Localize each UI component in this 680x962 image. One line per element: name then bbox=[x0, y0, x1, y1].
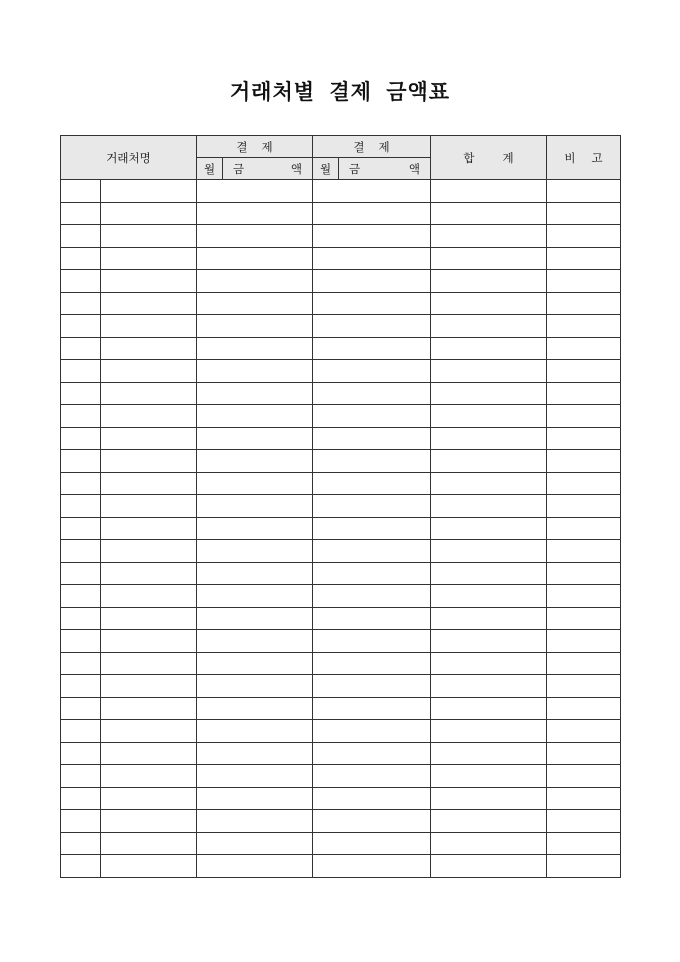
client-name-cell[interactable] bbox=[101, 540, 197, 563]
remarks-cell[interactable] bbox=[547, 832, 621, 855]
header-payment-1-month: 월 bbox=[197, 158, 223, 180]
payment-2-cell[interactable] bbox=[313, 495, 431, 518]
header-payment-1-amount bbox=[223, 158, 313, 180]
table-row bbox=[61, 247, 621, 270]
table-row bbox=[61, 630, 621, 653]
remarks-cell[interactable] bbox=[547, 337, 621, 360]
payment-1-cell[interactable] bbox=[197, 697, 313, 720]
client-name-cell[interactable] bbox=[101, 720, 197, 743]
table-row bbox=[61, 292, 621, 315]
payment-1-cell[interactable] bbox=[197, 315, 313, 338]
table-row bbox=[61, 495, 621, 518]
client-name-cell[interactable] bbox=[101, 810, 197, 833]
client-name-cell[interactable] bbox=[101, 382, 197, 405]
table-row bbox=[61, 472, 621, 495]
remarks-cell[interactable] bbox=[547, 427, 621, 450]
remarks-cell[interactable] bbox=[547, 225, 621, 248]
payment-2-cell[interactable] bbox=[313, 697, 431, 720]
table-row bbox=[61, 180, 621, 203]
total-cell[interactable] bbox=[431, 247, 547, 270]
client-name-cell[interactable] bbox=[101, 202, 197, 225]
client-name-cell[interactable] bbox=[101, 855, 197, 878]
total-cell[interactable] bbox=[431, 180, 547, 203]
total-cell[interactable] bbox=[431, 405, 547, 428]
row-index-cell[interactable] bbox=[61, 562, 101, 585]
header-remarks bbox=[547, 136, 621, 180]
table-row bbox=[61, 585, 621, 608]
client-name-cell[interactable] bbox=[101, 517, 197, 540]
total-cell[interactable] bbox=[431, 720, 547, 743]
row-index-cell[interactable] bbox=[61, 765, 101, 788]
client-name-cell[interactable] bbox=[101, 315, 197, 338]
total-cell[interactable] bbox=[431, 675, 547, 698]
total-cell[interactable] bbox=[431, 270, 547, 293]
payment-1-cell[interactable] bbox=[197, 630, 313, 653]
row-index-cell[interactable] bbox=[61, 225, 101, 248]
header-payment-1-amount-char-b: 액 bbox=[290, 161, 302, 176]
payment-2-cell[interactable] bbox=[313, 225, 431, 248]
remarks-cell[interactable] bbox=[547, 697, 621, 720]
total-cell[interactable] bbox=[431, 697, 547, 720]
payment-1-cell[interactable] bbox=[197, 720, 313, 743]
client-name-cell[interactable] bbox=[101, 292, 197, 315]
remarks-cell[interactable] bbox=[547, 292, 621, 315]
row-index-cell[interactable] bbox=[61, 292, 101, 315]
payment-1-cell[interactable] bbox=[197, 225, 313, 248]
client-name-cell[interactable] bbox=[101, 180, 197, 203]
payment-2-cell[interactable] bbox=[313, 517, 431, 540]
row-index-cell[interactable] bbox=[61, 787, 101, 810]
table-row bbox=[61, 360, 621, 383]
payment-1-cell[interactable] bbox=[197, 180, 313, 203]
header-payment-2-amount-char-b: 액 bbox=[408, 161, 420, 176]
payment-1-cell[interactable] bbox=[197, 832, 313, 855]
remarks-cell[interactable] bbox=[547, 405, 621, 428]
payment-2-cell[interactable] bbox=[313, 652, 431, 675]
header-client-name-label: 거래처명 bbox=[106, 150, 151, 165]
total-cell[interactable] bbox=[431, 832, 547, 855]
payment-1-cell[interactable] bbox=[197, 742, 313, 765]
payment-2-cell[interactable] bbox=[313, 360, 431, 383]
header-payment-2-amount-char-a: 금 bbox=[349, 161, 361, 176]
remarks-cell[interactable] bbox=[547, 810, 621, 833]
header-remarks-char-b: 고 bbox=[591, 150, 603, 165]
payment-ledger-table bbox=[60, 135, 621, 878]
payment-2-cell[interactable] bbox=[313, 337, 431, 360]
client-name-cell[interactable] bbox=[101, 427, 197, 450]
total-cell[interactable] bbox=[431, 225, 547, 248]
table-row bbox=[61, 742, 621, 765]
row-index-cell[interactable] bbox=[61, 405, 101, 428]
client-name-cell[interactable] bbox=[101, 337, 197, 360]
client-name-cell[interactable] bbox=[101, 472, 197, 495]
row-index-cell[interactable] bbox=[61, 652, 101, 675]
total-cell[interactable] bbox=[431, 855, 547, 878]
remarks-cell[interactable] bbox=[547, 315, 621, 338]
remarks-cell[interactable] bbox=[547, 765, 621, 788]
payment-1-cell[interactable] bbox=[197, 540, 313, 563]
header-client-name bbox=[61, 136, 197, 180]
total-cell[interactable] bbox=[431, 742, 547, 765]
payment-2-cell[interactable] bbox=[313, 315, 431, 338]
payment-2-cell[interactable] bbox=[313, 630, 431, 653]
header-remarks-char-a: 비 bbox=[564, 150, 576, 165]
remarks-cell[interactable] bbox=[547, 720, 621, 743]
row-index-cell[interactable] bbox=[61, 742, 101, 765]
payment-1-cell[interactable] bbox=[197, 675, 313, 698]
total-cell[interactable] bbox=[431, 202, 547, 225]
payment-1-cell[interactable] bbox=[197, 585, 313, 608]
payment-2-cell[interactable] bbox=[313, 562, 431, 585]
header-payment-1-char-a: 결 bbox=[236, 139, 248, 154]
client-name-cell[interactable] bbox=[101, 225, 197, 248]
client-name-cell[interactable] bbox=[101, 450, 197, 473]
client-name-cell[interactable] bbox=[101, 697, 197, 720]
row-index-cell[interactable] bbox=[61, 855, 101, 878]
table-row bbox=[61, 652, 621, 675]
header-payment-2-char-b: 제 bbox=[378, 139, 390, 154]
header-payment-1 bbox=[197, 136, 313, 158]
total-cell[interactable] bbox=[431, 292, 547, 315]
total-cell[interactable] bbox=[431, 652, 547, 675]
payment-1-cell[interactable] bbox=[197, 855, 313, 878]
total-cell[interactable] bbox=[431, 630, 547, 653]
row-index-cell[interactable] bbox=[61, 472, 101, 495]
total-cell[interactable] bbox=[431, 382, 547, 405]
payment-2-cell[interactable] bbox=[313, 810, 431, 833]
payment-1-cell[interactable] bbox=[197, 652, 313, 675]
header-payment-1-amount-char-a: 금 bbox=[233, 161, 245, 176]
payment-2-cell[interactable] bbox=[313, 450, 431, 473]
page-title: 거래처별 결제 금액표 bbox=[229, 79, 451, 104]
table-row bbox=[61, 562, 621, 585]
table-row bbox=[61, 787, 621, 810]
remarks-cell[interactable] bbox=[547, 495, 621, 518]
client-name-cell[interactable] bbox=[101, 675, 197, 698]
payment-1-cell[interactable] bbox=[197, 270, 313, 293]
payment-1-cell[interactable] bbox=[197, 517, 313, 540]
total-cell[interactable] bbox=[431, 765, 547, 788]
client-name-cell[interactable] bbox=[101, 652, 197, 675]
remarks-cell[interactable] bbox=[547, 382, 621, 405]
remarks-cell[interactable] bbox=[547, 675, 621, 698]
payment-1-cell[interactable] bbox=[197, 247, 313, 270]
row-index-cell[interactable] bbox=[61, 675, 101, 698]
total-cell[interactable] bbox=[431, 607, 547, 630]
payment-1-cell[interactable] bbox=[197, 450, 313, 473]
client-name-cell[interactable] bbox=[101, 765, 197, 788]
payment-2-cell[interactable] bbox=[313, 540, 431, 563]
client-name-cell[interactable] bbox=[101, 360, 197, 383]
header-total-char-a: 합 bbox=[463, 150, 475, 165]
table-row bbox=[61, 382, 621, 405]
table-row bbox=[61, 765, 621, 788]
payment-2-cell[interactable] bbox=[313, 765, 431, 788]
payment-1-cell[interactable] bbox=[197, 405, 313, 428]
payment-2-cell[interactable] bbox=[313, 405, 431, 428]
client-name-cell[interactable] bbox=[101, 832, 197, 855]
row-index-cell[interactable] bbox=[61, 247, 101, 270]
client-name-cell[interactable] bbox=[101, 405, 197, 428]
row-index-cell[interactable] bbox=[61, 450, 101, 473]
remarks-cell[interactable] bbox=[547, 517, 621, 540]
client-name-cell[interactable] bbox=[101, 742, 197, 765]
total-cell[interactable] bbox=[431, 472, 547, 495]
payment-1-cell[interactable] bbox=[197, 810, 313, 833]
total-cell[interactable] bbox=[431, 315, 547, 338]
payment-1-cell[interactable] bbox=[197, 202, 313, 225]
header-payment-2 bbox=[313, 136, 431, 158]
remarks-cell[interactable] bbox=[547, 270, 621, 293]
payment-2-cell[interactable] bbox=[313, 832, 431, 855]
payment-2-cell[interactable] bbox=[313, 472, 431, 495]
row-index-cell[interactable] bbox=[61, 810, 101, 833]
client-name-cell[interactable] bbox=[101, 270, 197, 293]
table-row bbox=[61, 697, 621, 720]
payment-2-cell[interactable] bbox=[313, 382, 431, 405]
client-name-cell[interactable] bbox=[101, 247, 197, 270]
header-total-char-b: 계 bbox=[502, 150, 514, 165]
payment-1-cell[interactable] bbox=[197, 562, 313, 585]
table-row bbox=[61, 540, 621, 563]
client-name-cell[interactable] bbox=[101, 495, 197, 518]
table-row bbox=[61, 450, 621, 473]
row-index-cell[interactable] bbox=[61, 360, 101, 383]
row-index-cell[interactable] bbox=[61, 607, 101, 630]
remarks-cell[interactable] bbox=[547, 585, 621, 608]
payment-2-cell[interactable] bbox=[313, 742, 431, 765]
total-cell[interactable] bbox=[431, 360, 547, 383]
payment-1-cell[interactable] bbox=[197, 787, 313, 810]
header-total bbox=[431, 136, 547, 180]
total-cell[interactable] bbox=[431, 517, 547, 540]
header-payment-2-char-a: 결 bbox=[353, 139, 365, 154]
table-row bbox=[61, 832, 621, 855]
row-index-cell[interactable] bbox=[61, 517, 101, 540]
header-row-top bbox=[61, 136, 621, 158]
client-name-cell[interactable] bbox=[101, 585, 197, 608]
table-row bbox=[61, 517, 621, 540]
client-name-cell[interactable] bbox=[101, 630, 197, 653]
table-row bbox=[61, 225, 621, 248]
row-index-cell[interactable] bbox=[61, 697, 101, 720]
header-payment-2-amount bbox=[339, 158, 431, 180]
table-row bbox=[61, 315, 621, 338]
payment-2-cell[interactable] bbox=[313, 292, 431, 315]
row-index-cell[interactable] bbox=[61, 180, 101, 203]
row-index-cell[interactable] bbox=[61, 270, 101, 293]
total-cell[interactable] bbox=[431, 495, 547, 518]
row-index-cell[interactable] bbox=[61, 630, 101, 653]
table-row bbox=[61, 270, 621, 293]
total-cell[interactable] bbox=[431, 585, 547, 608]
payment-2-cell[interactable] bbox=[313, 202, 431, 225]
remarks-cell[interactable] bbox=[547, 855, 621, 878]
payment-1-cell[interactable] bbox=[197, 382, 313, 405]
payment-2-cell[interactable] bbox=[313, 675, 431, 698]
payment-2-cell[interactable] bbox=[313, 720, 431, 743]
payment-2-cell[interactable] bbox=[313, 270, 431, 293]
header-payment-2-month: 월 bbox=[313, 158, 339, 180]
remarks-cell[interactable] bbox=[547, 607, 621, 630]
total-cell[interactable] bbox=[431, 427, 547, 450]
total-cell[interactable] bbox=[431, 337, 547, 360]
table-row bbox=[61, 720, 621, 743]
remarks-cell[interactable] bbox=[547, 630, 621, 653]
client-name-cell[interactable] bbox=[101, 787, 197, 810]
remarks-cell[interactable] bbox=[547, 472, 621, 495]
remarks-cell[interactable] bbox=[547, 562, 621, 585]
table-row bbox=[61, 202, 621, 225]
row-index-cell[interactable] bbox=[61, 315, 101, 338]
client-name-cell[interactable] bbox=[101, 607, 197, 630]
remarks-cell[interactable] bbox=[547, 360, 621, 383]
payment-2-cell[interactable] bbox=[313, 585, 431, 608]
row-index-cell[interactable] bbox=[61, 337, 101, 360]
payment-2-cell[interactable] bbox=[313, 787, 431, 810]
payment-2-cell[interactable] bbox=[313, 427, 431, 450]
table-row bbox=[61, 675, 621, 698]
remarks-cell[interactable] bbox=[547, 180, 621, 203]
payment-2-cell[interactable] bbox=[313, 607, 431, 630]
row-index-cell[interactable] bbox=[61, 382, 101, 405]
payment-1-cell[interactable] bbox=[197, 427, 313, 450]
payment-2-cell[interactable] bbox=[313, 247, 431, 270]
remarks-cell[interactable] bbox=[547, 652, 621, 675]
total-cell[interactable] bbox=[431, 562, 547, 585]
remarks-cell[interactable] bbox=[547, 202, 621, 225]
row-index-cell[interactable] bbox=[61, 585, 101, 608]
total-cell[interactable] bbox=[431, 540, 547, 563]
remarks-cell[interactable] bbox=[547, 450, 621, 473]
table-row bbox=[61, 607, 621, 630]
table-row bbox=[61, 405, 621, 428]
table-row bbox=[61, 810, 621, 833]
row-index-cell[interactable] bbox=[61, 202, 101, 225]
row-index-cell[interactable] bbox=[61, 540, 101, 563]
total-cell[interactable] bbox=[431, 810, 547, 833]
payment-1-cell[interactable] bbox=[197, 337, 313, 360]
total-cell[interactable] bbox=[431, 787, 547, 810]
remarks-cell[interactable] bbox=[547, 540, 621, 563]
payment-1-cell[interactable] bbox=[197, 472, 313, 495]
row-index-cell[interactable] bbox=[61, 720, 101, 743]
remarks-cell[interactable] bbox=[547, 742, 621, 765]
payment-2-cell[interactable] bbox=[313, 180, 431, 203]
payment-1-cell[interactable] bbox=[197, 607, 313, 630]
table-row bbox=[61, 337, 621, 360]
header-payment-1-char-b: 제 bbox=[261, 139, 273, 154]
payment-1-cell[interactable] bbox=[197, 292, 313, 315]
row-index-cell[interactable] bbox=[61, 495, 101, 518]
client-name-cell[interactable] bbox=[101, 562, 197, 585]
row-index-cell[interactable] bbox=[61, 832, 101, 855]
payment-1-cell[interactable] bbox=[197, 765, 313, 788]
remarks-cell[interactable] bbox=[547, 247, 621, 270]
ledger-body bbox=[61, 180, 621, 878]
payment-1-cell[interactable] bbox=[197, 360, 313, 383]
row-index-cell[interactable] bbox=[61, 427, 101, 450]
table-row bbox=[61, 427, 621, 450]
table-row bbox=[61, 855, 621, 878]
total-cell[interactable] bbox=[431, 450, 547, 473]
payment-2-cell[interactable] bbox=[313, 855, 431, 878]
payment-1-cell[interactable] bbox=[197, 495, 313, 518]
remarks-cell[interactable] bbox=[547, 787, 621, 810]
